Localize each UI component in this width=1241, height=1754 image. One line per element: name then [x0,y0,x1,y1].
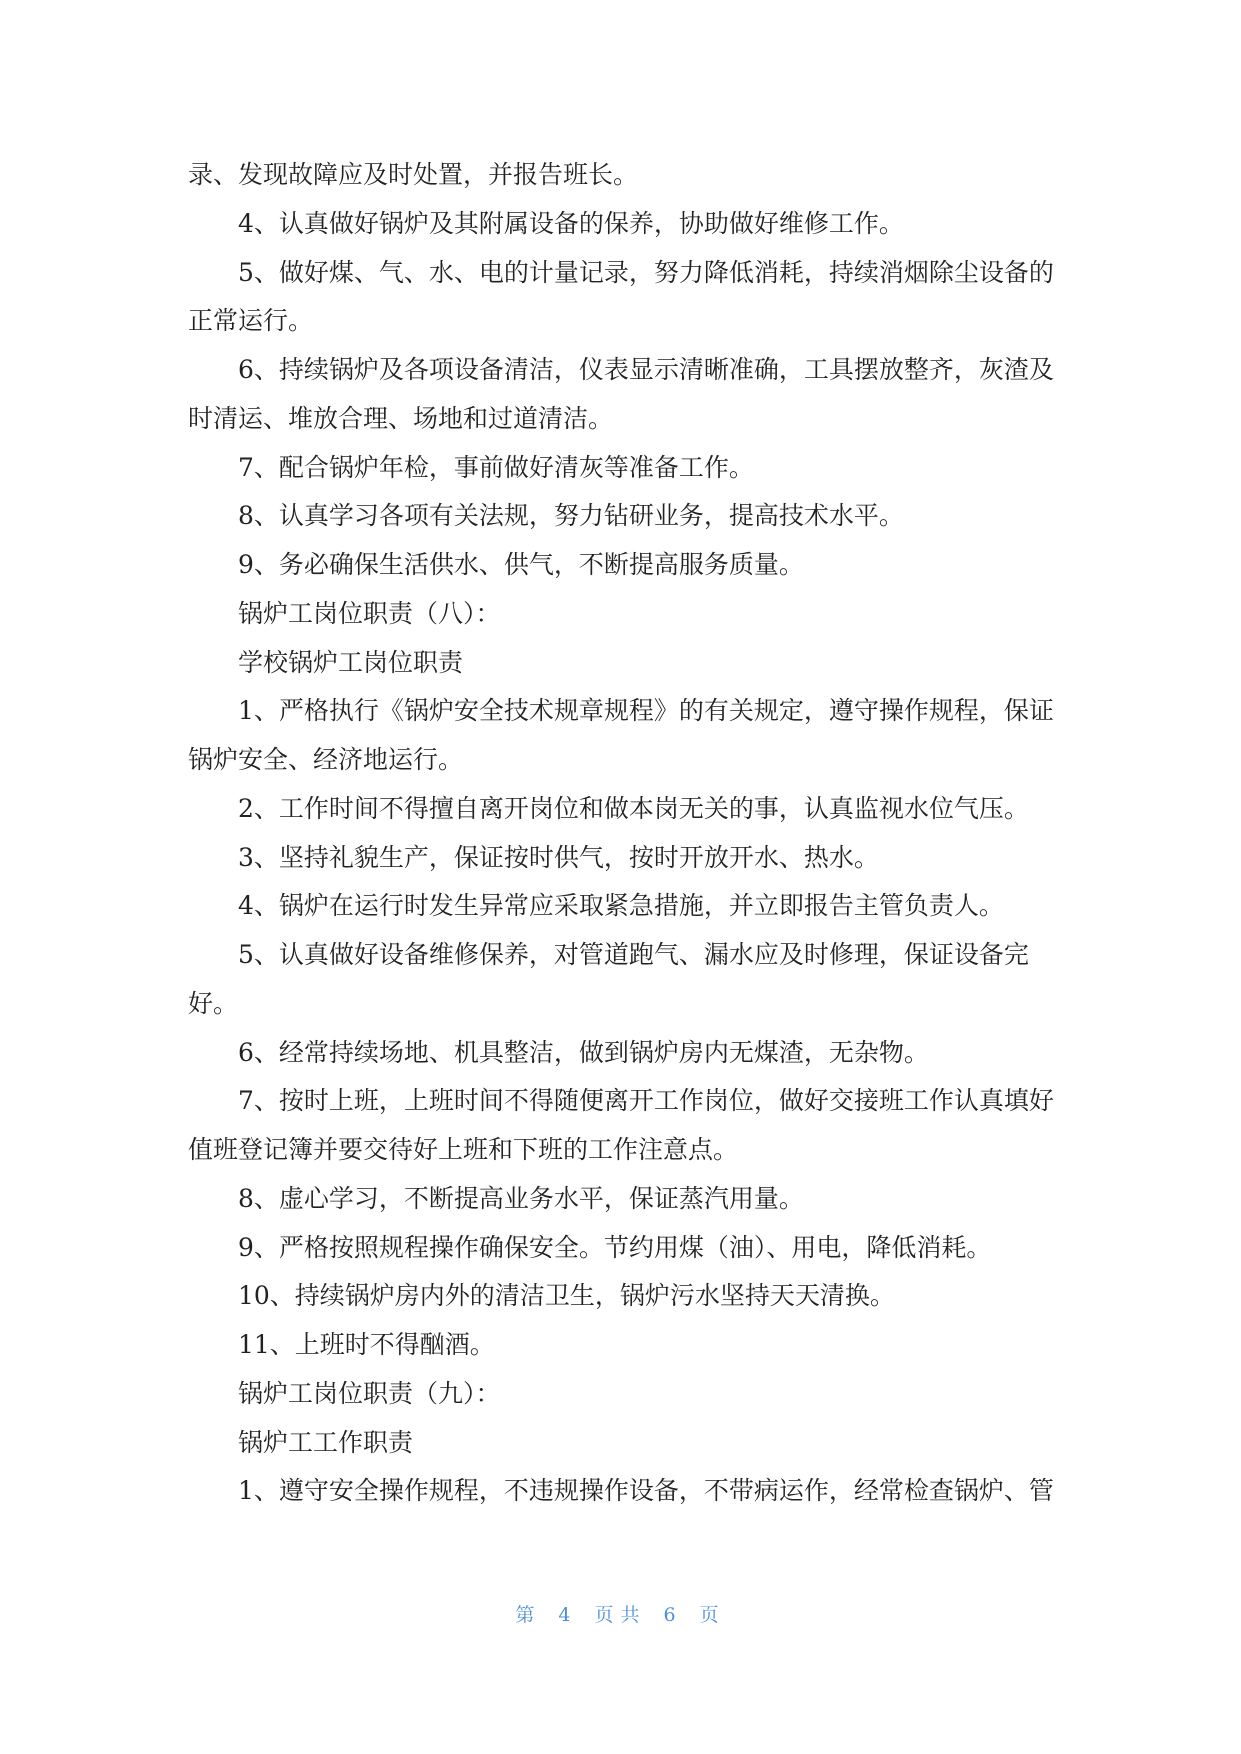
paragraph [188,444,1088,493]
paragraph [188,1224,1088,1273]
text-line: 7、按时上班，上班时间不得随便离开工作岗位，做好交接班工作认真填好 [238,1086,1054,1116]
text-line: 9、严格按照规程操作确保安全。节约用煤（油）、用电，降低消耗。 [238,1232,992,1262]
text-line: 11、上班时不得酗酒。 [238,1330,495,1359]
paragraph [188,1321,1088,1370]
text-line: 好。 [188,988,239,1018]
text-line: 7、配合锅炉年检，事前做好清灰等准备工作。 [238,452,754,482]
paragraph [188,1029,1088,1078]
page-number-footer: 第 4 页共 6 页 [515,1604,726,1626]
text-line: 5、做好煤、气、水、电的计量记录，努力降低消耗，持续消烟除尘设备的 [238,257,1054,287]
paragraph [188,834,1088,883]
paragraph [188,200,1088,249]
text-line: 1、遵守安全操作规程，不违规操作设备，不带病运作，经常检查锅炉、管 [238,1476,1054,1506]
paragraph [188,541,1088,590]
text-line: 时清运、堆放合理、场地和过道清洁。 [188,403,614,433]
text-line: 2、工作时间不得擅自离开岗位和做本岗无关的事，认真监视水位气压。 [238,793,1029,823]
paragraph [188,1467,1088,1516]
paragraph [188,1175,1088,1224]
text-line: 4、认真做好锅炉及其附属设备的保养，协助做好维修工作。 [238,208,904,238]
section-heading [188,1370,1088,1419]
text-line: 学校锅炉工岗位职责 [238,647,464,677]
text-line: 锅炉安全、经济地运行。 [188,745,464,774]
paragraph [188,687,1088,785]
text-line: 9、务必确保生活供水、供气，不断提高服务质量。 [238,550,804,579]
paragraph [188,249,1088,347]
section-subheading [188,1419,1088,1468]
section-heading [188,590,1088,639]
text-line: 8、认真学习各项有关法规，努力钻研业务，提高技术水平。 [238,501,904,531]
paragraph [188,931,1088,1029]
text-line: 1、严格执行《锅炉安全技术规章规程》的有关规定，遵守操作规程，保证 [238,696,1054,726]
text-line: 5、认真做好设备维修保养，对管道跑气、漏水应及时修理，保证设备完 [238,940,1029,969]
document-body [188,151,1088,1516]
text-line: 正常运行。 [188,306,314,336]
text-line: 6、持续锅炉及各项设备清洁，仪表显示清晰准确，工具摆放整齐，灰渣及 [238,355,1054,384]
text-line: 8、虚心学习，不断提高业务水平，保证蒸汽用量。 [238,1183,804,1213]
text-line: 值班登记簿并要交待好上班和下班的工作注意点。 [188,1135,739,1164]
text-line: 锅炉工岗位职责（八）： [238,598,501,628]
paragraph [188,882,1088,931]
section-subheading [188,639,1088,688]
text-line: 10、持续锅炉房内外的清洁卫生，锅炉污水坚持天天清换。 [238,1281,895,1311]
paragraph [188,785,1088,834]
paragraph [188,346,1088,444]
text-line: 4、锅炉在运行时发生异常应采取紧急措施，并立即报告主管负责人。 [238,891,1004,921]
text-line: 锅炉工工作职责 [238,1427,414,1457]
text-line: 3、坚持礼貌生产，保证按时供气，按时开放开水、热水。 [238,842,879,872]
paragraph [188,1272,1088,1321]
text-line: 锅炉工岗位职责（九）： [238,1378,501,1408]
text-line: 6、经常持续场地、机具整洁，做到锅炉房内无煤渣，无杂物。 [238,1037,929,1067]
paragraph [188,492,1088,541]
paragraph [188,151,1088,200]
paragraph [188,1077,1088,1175]
text-line: 录、发现故障应及时处置，并报告班长。 [188,160,639,189]
